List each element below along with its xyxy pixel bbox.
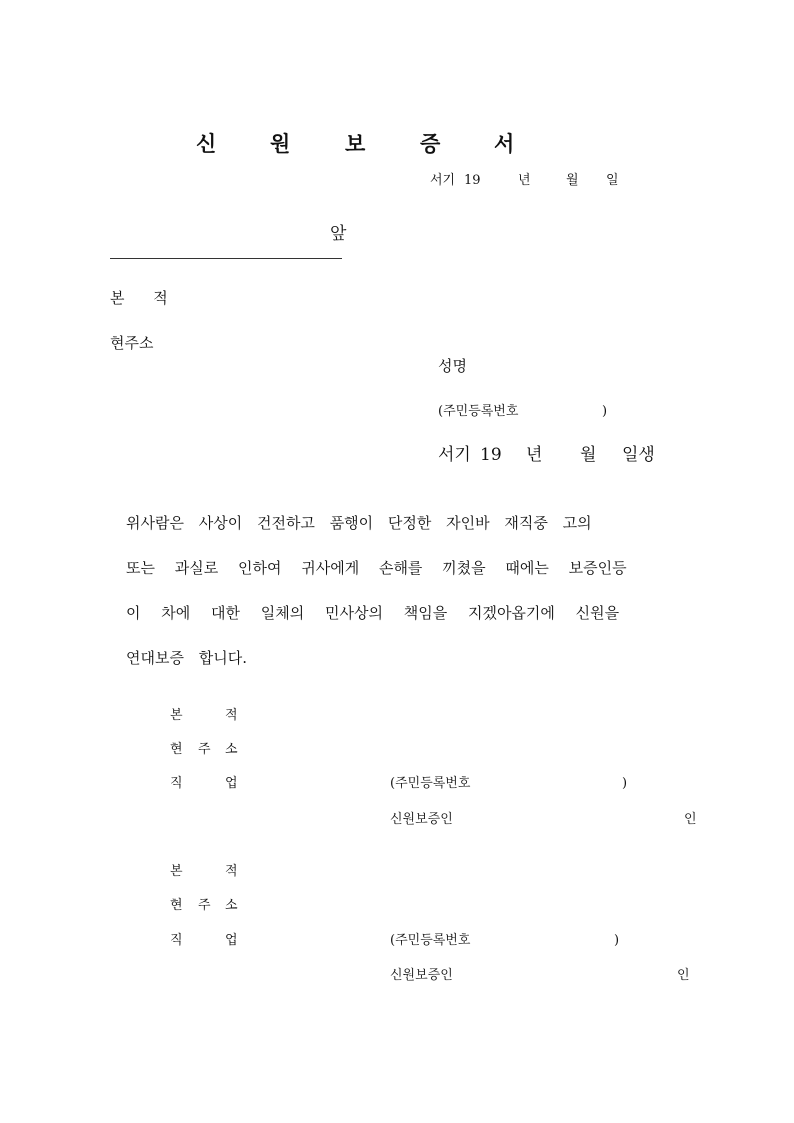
title-char: 서 <box>494 131 515 156</box>
rrn-close: ) <box>602 404 608 419</box>
g2-addr-b: 주 <box>198 898 211 913</box>
address-label: 현주소 <box>110 334 154 352</box>
g2-rrn-open: (주민등록번호 <box>390 933 471 948</box>
g2-job-a: 직 <box>170 933 183 948</box>
addressee-blank-line <box>110 258 342 259</box>
bonjeok-label: 본 적 <box>110 289 180 307</box>
g2-addr-c: 소 <box>225 898 238 913</box>
birth-era: 서기 <box>438 445 471 465</box>
g2-role: 신원보증인 <box>390 968 453 983</box>
g2-job-b: 업 <box>225 933 238 948</box>
g1-bonjeok-b: 적 <box>225 708 238 723</box>
g1-addr-a: 현 <box>170 742 183 757</box>
date-month-unit: 월 <box>566 173 579 188</box>
g1-rrn-open: (주민등록번호 <box>390 776 471 791</box>
title-char: 신 <box>196 131 217 156</box>
birth-day-unit: 일생 <box>622 445 655 465</box>
title-char: 증 <box>420 131 441 156</box>
date-year-unit: 년 <box>518 173 531 188</box>
g2-bonjeok-b: 적 <box>225 864 238 879</box>
title-char: 보 <box>345 131 366 156</box>
birth-month-unit: 월 <box>580 445 597 465</box>
g1-bonjeok-a: 본 <box>170 708 183 723</box>
g1-job-b: 업 <box>225 776 238 791</box>
birth-year: 19 <box>480 445 502 465</box>
date-year: 19 <box>464 173 481 188</box>
title-char: 원 <box>270 131 291 156</box>
date-day-unit: 일 <box>606 173 619 188</box>
g1-addr-b: 주 <box>198 742 211 757</box>
g2-addr-a: 현 <box>170 898 183 913</box>
pledge-line: 위사람은 사상이 건전하고 품행이 단정한 자인바 재직중 고의 <box>126 514 592 532</box>
pledge-line: 또는 과실로 인하여 귀사에게 손해를 끼쳤을 때에는 보증인등 <box>126 559 627 577</box>
g2-rrn-close: ) <box>614 933 620 948</box>
birth-year-unit: 년 <box>526 445 543 465</box>
g1-rrn-close: ) <box>622 776 628 791</box>
g1-addr-c: 소 <box>225 742 238 757</box>
addressee-suffix: 앞 <box>330 224 347 244</box>
g2-seal: 인 <box>677 968 690 983</box>
g2-bonjeok-a: 본 <box>170 864 183 879</box>
rrn-open: (주민등록번호 <box>438 404 519 419</box>
date-era: 서기 <box>430 173 456 188</box>
g1-job-a: 직 <box>170 776 183 791</box>
g1-role: 신원보증인 <box>390 812 453 827</box>
pledge-line: 연대보증 합니다. <box>126 649 247 667</box>
pledge-line: 이 차에 대한 일체의 민사상의 책임을 지겠아옵기에 신원을 <box>126 604 620 622</box>
g1-seal: 인 <box>684 812 697 827</box>
name-label: 성명 <box>438 357 467 375</box>
